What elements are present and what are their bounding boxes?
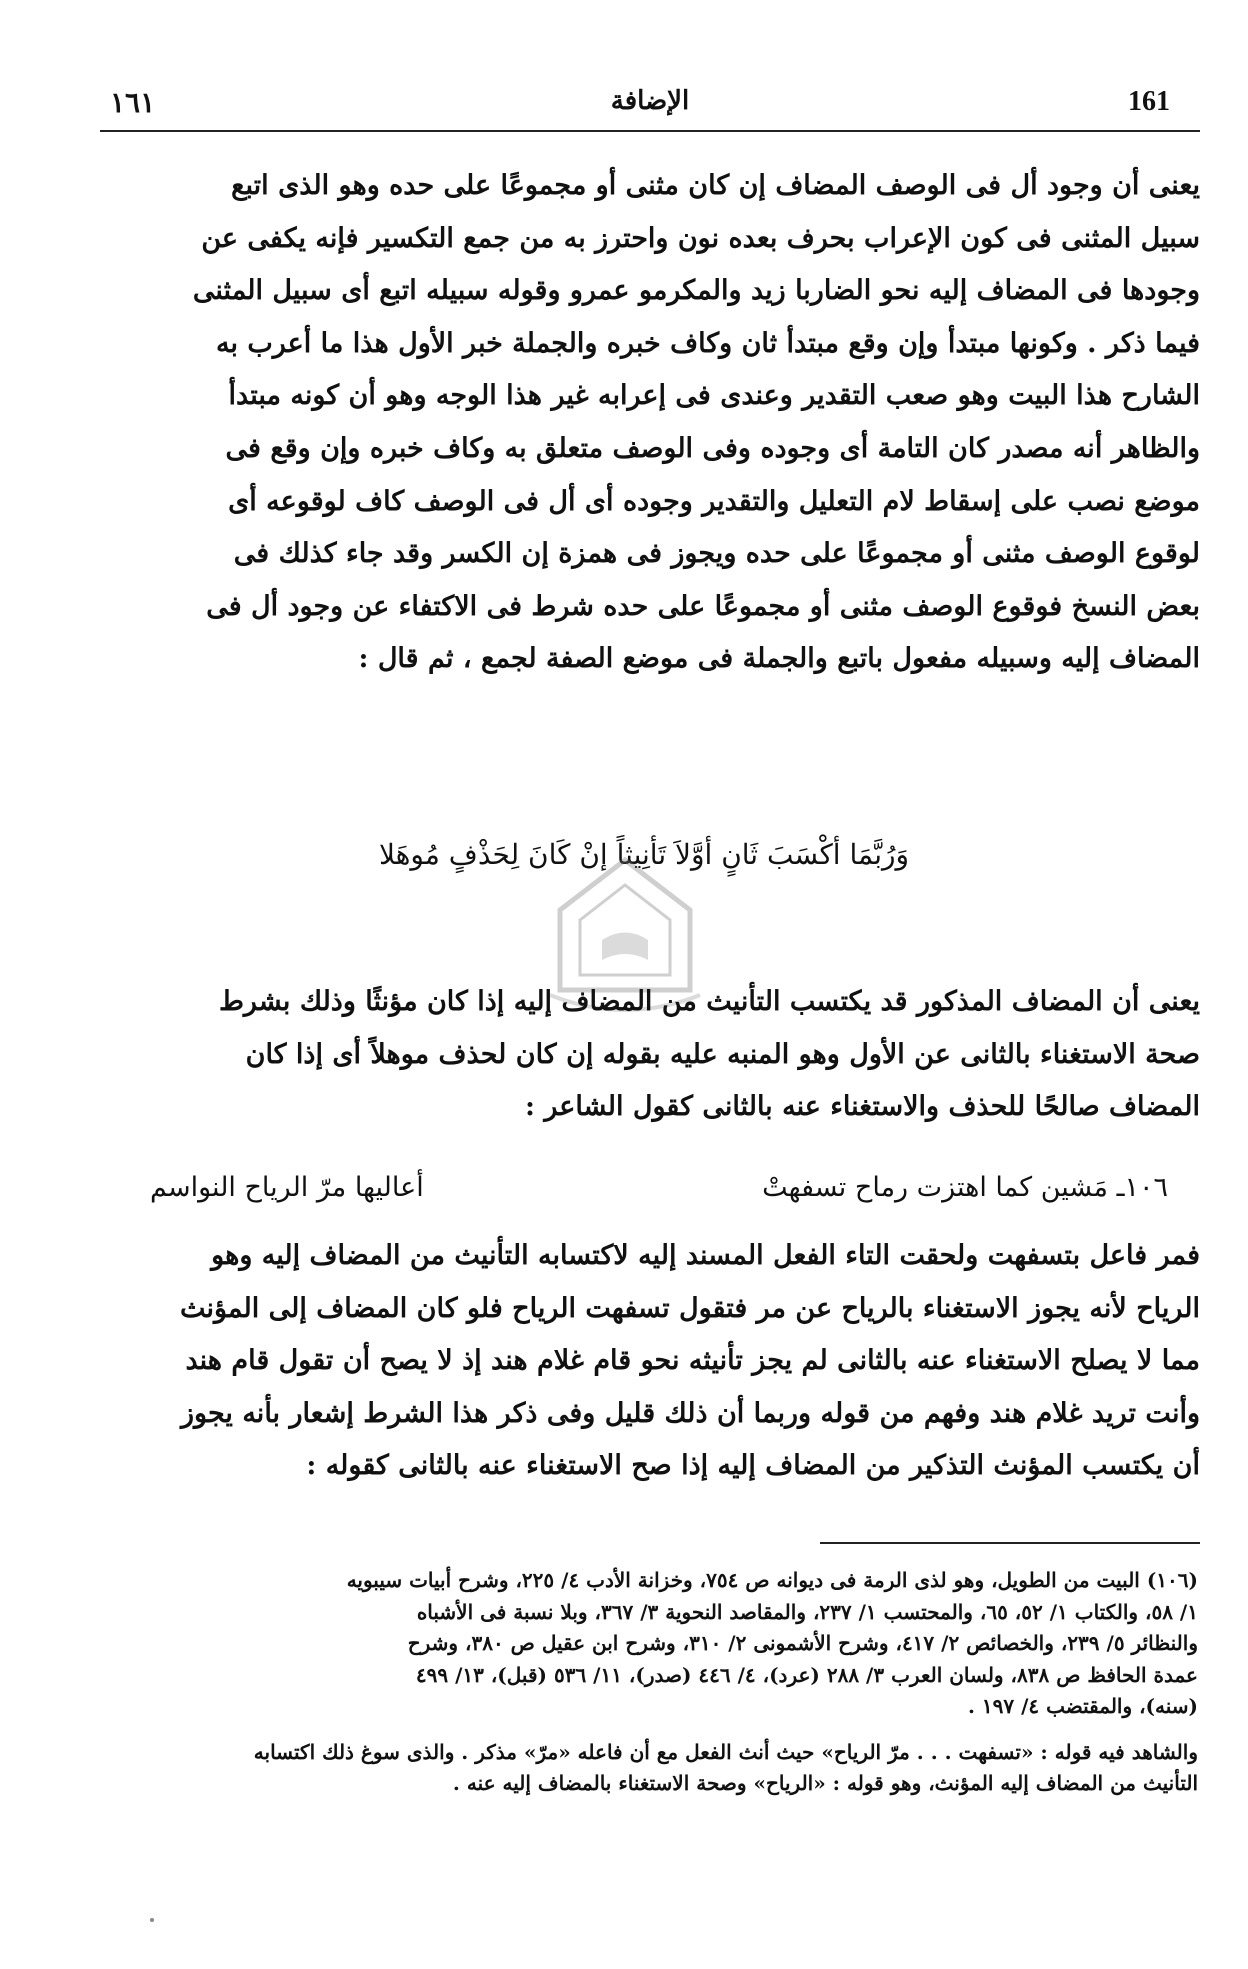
paragraph-condition	[128, 976, 1200, 1134]
footnote-line: التأنيث من المضاف إليه المؤنث، وهو قوله : «الرياح» وصحة الاستغناء بالمضاف إليه عنه .	[452, 1771, 1198, 1795]
scan-speck	[150, 1918, 154, 1922]
verse-first-hemistich	[762, 1172, 1168, 1222]
text-line: بعض النسخ فوقوع الوصف مثنى أو مجموعًا على حده شرط فى الاكتفاء عن وجود أل فى	[206, 590, 1200, 622]
chapter-title: الإضافة	[610, 86, 690, 116]
footnote-separator	[820, 1542, 1200, 1544]
text-line: يعنى أن وجود أل فى الوصف المضاف إن كان مثنى أو مجموعًا على حده وهو الذى اتبع	[231, 170, 1200, 201]
footnote-line: عمدة الحافظ ص ٨٣٨، ولسان العرب ٣/ ٢٨٨ (عرد)، ٤/ ٤٤٦ (صدر)، ١١/ ٥٣٦ (قبل)، ١٣/ ٤٩٩	[415, 1662, 1198, 1687]
footnote-line: والنظائر ٥/ ٢٣٩، والخصائص ٢/ ٤١٧، وشرح الأشمونى ٢/ ٣١٠، وشرح ابن عقيل ص ٣٨٠، وشرح	[407, 1631, 1198, 1655]
page-number-latin: 161	[1128, 86, 1170, 117]
footnote-line: (١٠٦) البيت من الطويل، وهو لذى الرمة فى ديوانه ص ٧٥٤، وخزانة الأدب ٤/ ٢٢٥، وشرح أبيات سيبويه	[346, 1568, 1198, 1592]
footnote-line: (سنه)، والمقتضب ٤/ ١٩٧ .	[967, 1694, 1198, 1718]
text-line: المضاف صالحًا للحذف والاستغناء عنه بالثانى كقول الشاعر :	[525, 1091, 1200, 1123]
verse-number: ١٠٦ـ	[1116, 1172, 1168, 1203]
text-line: يعنى أن المضاف المذكور قد يكتسب التأنيث من المضاف إليه إذا كان مؤنثًا وذلك بشرط	[218, 986, 1200, 1017]
text-line: فمر فاعل بتسفهت ولحقت التاء الفعل المسند إليه لاكتسابه التأنيث من المضاف إليه وهو	[211, 1240, 1200, 1271]
text-line: مما لا يصلح الاستغناء عنه بالثانى لم يجز تأنيثه نحو قام غلام هند إذ لا يصح أن تقول قام هند	[185, 1345, 1200, 1377]
text-line: فيما ذكر . وكونها مبتدأ وإن وقع مبتدأ ثان وكاف خبره والجملة خبر الأول هذا ما أعرب به	[215, 327, 1200, 359]
hemistich-text: مَشين كما اهتزت رماح تسفهتْ	[762, 1172, 1108, 1203]
page-number-arabic: ١٦١	[110, 86, 156, 119]
paragraph-analysis	[128, 1230, 1200, 1493]
text-line: الشارح هذا البيت وهو صعب التقدير وعندى فى إعرابه غير هذا الوجه وهو أن كونه مبتدأ	[228, 380, 1200, 412]
text-line: أن يكتسب المؤنث التذكير من المضاف إليه إذا صح الاستغناء عنه بالثانى كقوله :	[306, 1450, 1200, 1482]
text-line: صحة الاستغناء بالثانى عن الأول وهو المنبه عليه بقوله إن كان لحذف موهلاً أى إذا كان	[245, 1038, 1200, 1070]
verse-second-hemistich: أعاليها مرّ الرياح النواسم	[150, 1172, 424, 1203]
text-line: المضاف إليه وسبيله مفعول باتبع والجملة فى موضع الصفة لجمع ، ثم قال :	[358, 643, 1200, 675]
footnote-line: ١/ ٥٨، والكتاب ١/ ٥٢، ٦٥، والمحتسب ١/ ٢٣٧، والمقاصد النحوية ٣/ ٣٦٧، وبلا نسبة فى الأشباه	[416, 1599, 1198, 1624]
footnotes	[90, 1565, 1198, 1800]
text-line: والظاهر أنه مصدر كان التامة أى وجوده وفى الوصف متعلق به وكاف خبره وإن وقع فى	[225, 432, 1200, 464]
paragraph-explanation	[128, 160, 1200, 686]
text-line: موضع نصب على إسقاط لام التعليل والتقدير وجوده أى أل فى الوصف كاف لوقوعه أى	[228, 485, 1200, 517]
alfiyya-verse: وَرُبَّمَا أكْسَبَ ثَانٍ أوَّلاَ تَأنِيثاً إنْ كَانَ لِحَذْفٍ مُوهَلا	[378, 838, 910, 871]
text-line: سبيل المثنى فى كون الإعراب بحرف بعده نون واحترز به من جمع التكسير فإنه يكفى عن	[201, 222, 1200, 254]
text-line: الرياح لأنه يجوز الاستغناء بالرياح عن مر فتقول تسفهت الرياح فلو كان المضاف إلى المؤنث	[179, 1292, 1200, 1324]
page-header	[100, 82, 1200, 132]
verse-106	[150, 1172, 1168, 1222]
footnote-line: والشاهد فيه قوله : «تسفهت . . . مرّ الرياح» حيث أنث الفعل مع أن فاعله «مرّ» مذكر . والذى سوغ ذلك اكتسابه	[253, 1739, 1198, 1764]
text-line: وأنت تريد غلام هند وفهم من قوله وربما أن ذلك قليل وفى ذكر هذا الشرط إشعار بأنه يجوز	[181, 1397, 1200, 1429]
text-line: لوقوع الوصف مثنى أو مجموعًا على حده ويجوز فى همزة إن الكسر وقد جاء كذلك فى	[233, 538, 1200, 570]
text-line: وجودها فى المضاف إليه نحو الضاربا زيد والمكرمو عمرو وقوله سبيله اتبع أى سبيل المثنى	[192, 275, 1200, 307]
